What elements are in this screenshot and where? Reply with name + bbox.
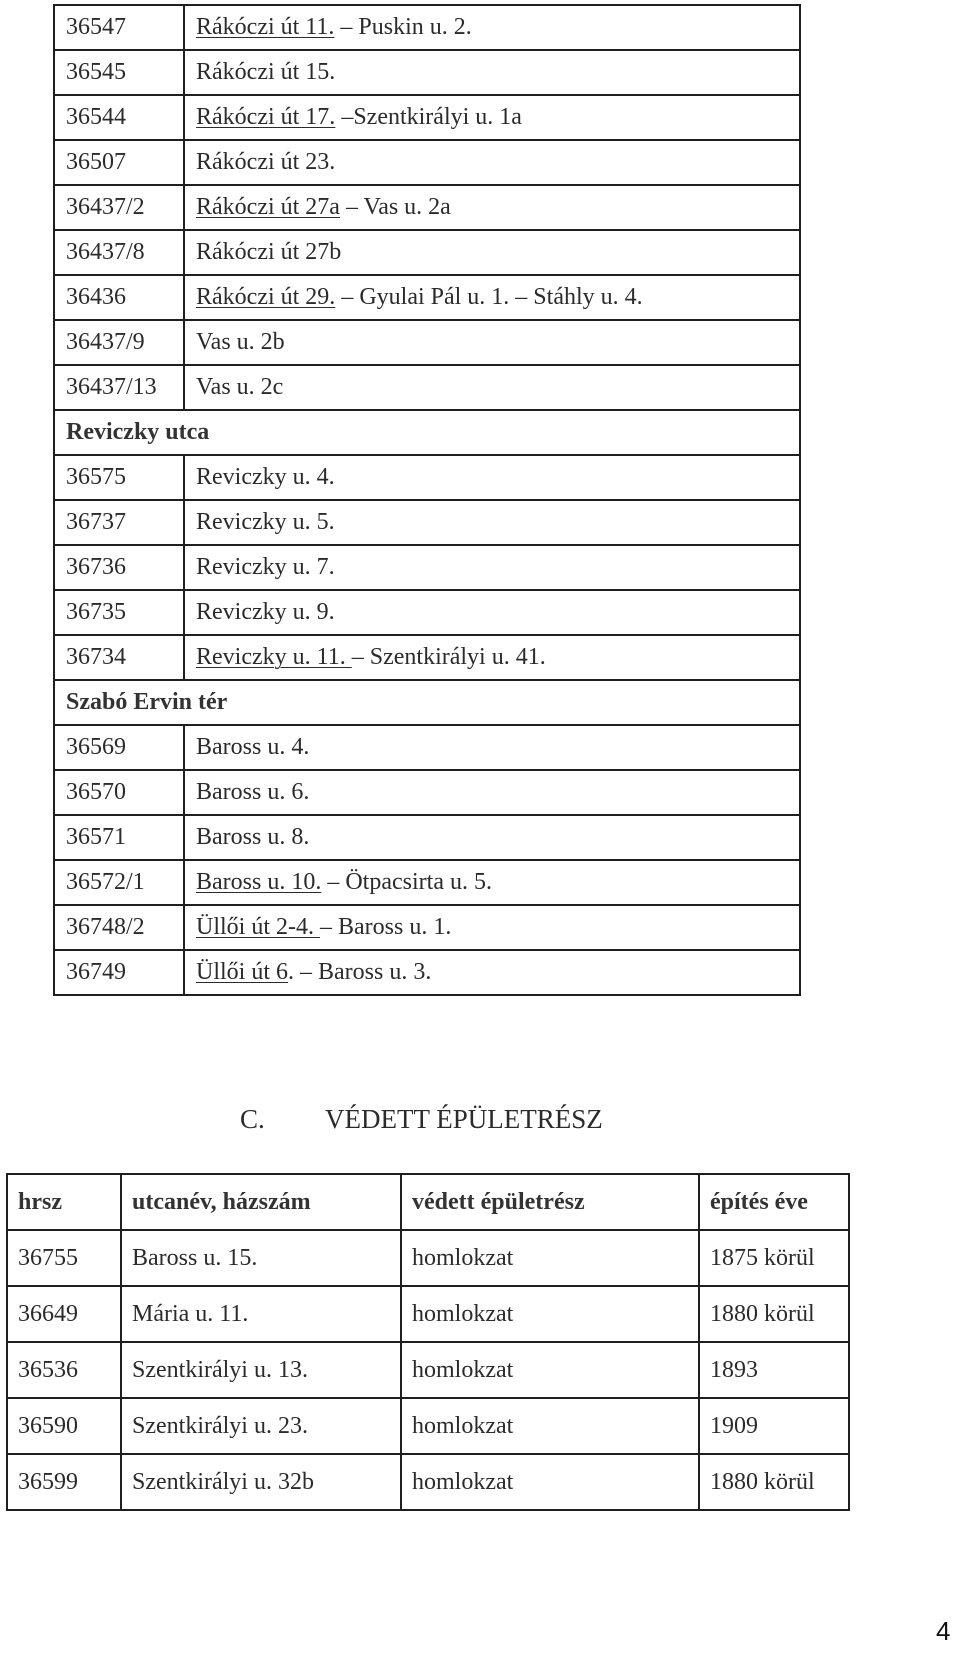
address-cell [184, 815, 800, 860]
protected-part-cell: homlokzat [401, 1454, 699, 1510]
table1-body [54, 5, 800, 995]
address-part: Vas u. 2b [196, 329, 285, 355]
address-part: Vas u. 2c [196, 374, 284, 400]
protected-building-parts-table [6, 1173, 850, 1511]
page-number: 4 [936, 1616, 951, 1646]
section-row [54, 410, 800, 455]
table-row [54, 545, 800, 590]
address-part: Üllői út 6 [196, 959, 289, 985]
protected-part-cell: homlokzat [401, 1398, 699, 1454]
header-street: utcanév, házszám [121, 1174, 401, 1230]
table-row [54, 725, 800, 770]
address-part: Rákóczi út 27a [196, 194, 340, 220]
street-cell: Baross u. 15. [121, 1230, 401, 1286]
address-part: . – Baross u. 3. [288, 959, 432, 985]
header-protected-part: védett épületrész [401, 1174, 699, 1230]
hrsz-cell: 36599 [7, 1454, 121, 1510]
hrsz-cell: 36749 [54, 950, 184, 995]
build-year-cell: 1875 körül [699, 1230, 849, 1286]
hrsz-cell: 36735 [54, 590, 184, 635]
table-row [7, 1230, 849, 1286]
address-part: Baross u. 6. [196, 779, 310, 805]
hrsz-cell: 36547 [54, 5, 184, 50]
table-row [7, 1286, 849, 1342]
address-cell [184, 185, 800, 230]
hrsz-cell: 36545 [54, 50, 184, 95]
address-part: – Puskin u. 2. [334, 14, 472, 40]
address-cell [184, 905, 800, 950]
street-cell: Szentkirályi u. 32b [121, 1454, 401, 1510]
table-row [7, 1342, 849, 1398]
street-cell: Szentkirályi u. 23. [121, 1398, 401, 1454]
address-cell [184, 455, 800, 500]
address-part: – Baross u. 1. [320, 914, 452, 940]
address-part: Üllői út 2-4. [196, 914, 320, 940]
address-cell [184, 320, 800, 365]
address-part: Reviczky u. 7. [196, 554, 335, 580]
address-cell [184, 275, 800, 320]
address-cell [184, 770, 800, 815]
hrsz-cell: 36737 [54, 500, 184, 545]
hrsz-cell: 36437/9 [54, 320, 184, 365]
build-year-cell: 1880 körül [699, 1454, 849, 1510]
build-year-cell: 1909 [699, 1398, 849, 1454]
address-part: – Ötpacsirta u. 5. [321, 869, 492, 895]
address-part: – Vas u. 2a [339, 194, 451, 220]
section-letter: C. [240, 1104, 265, 1134]
hrsz-cell: 36536 [7, 1342, 121, 1398]
hrsz-cell: 36544 [54, 95, 184, 140]
hrsz-cell: 36748/2 [54, 905, 184, 950]
table-row [54, 950, 800, 995]
address-cell [184, 950, 800, 995]
address-cell [184, 590, 800, 635]
table-row [54, 275, 800, 320]
hrsz-cell: 36437/8 [54, 230, 184, 275]
address-part: Rákóczi út 29. [196, 284, 336, 310]
protected-part-cell: homlokzat [401, 1342, 699, 1398]
address-part: Baross u. 4. [196, 734, 310, 760]
table-row [54, 95, 800, 140]
hrsz-cell: 36572/1 [54, 860, 184, 905]
address-part: Baross u. 8. [196, 824, 310, 850]
header-build-year: építés éve [699, 1174, 849, 1230]
section-label: Reviczky utca [54, 410, 800, 455]
address-cell [184, 50, 800, 95]
table-row [54, 770, 800, 815]
table2-body [7, 1230, 849, 1510]
hrsz-cell: 36436 [54, 275, 184, 320]
hrsz-cell: 36437/13 [54, 365, 184, 410]
address-part: Rákóczi út 27b [196, 239, 342, 265]
address-cell [184, 500, 800, 545]
protected-part-cell: homlokzat [401, 1286, 699, 1342]
address-part: Rákóczi út 23. [196, 149, 336, 175]
section-heading-c [240, 1104, 603, 1135]
address-part: – Szentkirályi u. 41. [351, 644, 546, 670]
hrsz-cell: 36569 [54, 725, 184, 770]
address-part: Rákóczi út 17. [196, 104, 336, 130]
address-part: Reviczky u. 11. [196, 644, 352, 670]
address-part: – Gyulai Pál u. 1. – Stáhly u. 4. [335, 284, 643, 310]
address-part: Rákóczi út 11. [196, 14, 335, 40]
address-part: Reviczky u. 5. [196, 509, 335, 535]
address-part: Baross u. 10. [196, 869, 322, 895]
address-cell [184, 725, 800, 770]
hrsz-cell: 36590 [7, 1398, 121, 1454]
section-row [54, 680, 800, 725]
protected-part-cell: homlokzat [401, 1230, 699, 1286]
table-row [54, 860, 800, 905]
hrsz-cell: 36734 [54, 635, 184, 680]
address-cell [184, 95, 800, 140]
address-cell [184, 545, 800, 590]
address-part: –Szentkirályi u. 1a [335, 104, 522, 130]
hrsz-cell: 36649 [7, 1286, 121, 1342]
address-part: Reviczky u. 4. [196, 464, 335, 490]
table2-header-row [7, 1174, 849, 1230]
table-row [54, 185, 800, 230]
address-part: Rákóczi út 15. [196, 59, 336, 85]
table-row [54, 320, 800, 365]
street-cell: Szentkirályi u. 13. [121, 1342, 401, 1398]
hrsz-cell: 36570 [54, 770, 184, 815]
build-year-cell: 1880 körül [699, 1286, 849, 1342]
section-label: Szabó Ervin tér [54, 680, 800, 725]
table-row [54, 590, 800, 635]
hrsz-cell: 36507 [54, 140, 184, 185]
table-row [7, 1454, 849, 1510]
street-cell: Mária u. 11. [121, 1286, 401, 1342]
table-row [54, 50, 800, 95]
address-cell [184, 5, 800, 50]
table-row [54, 230, 800, 275]
table-row [54, 140, 800, 185]
table-row [54, 365, 800, 410]
table-row [7, 1398, 849, 1454]
table-row [54, 500, 800, 545]
address-cell [184, 635, 800, 680]
header-hrsz: hrsz [7, 1174, 121, 1230]
hrsz-cell: 36736 [54, 545, 184, 590]
address-part: Reviczky u. 9. [196, 599, 335, 625]
protected-buildings-table [53, 4, 801, 996]
hrsz-cell: 36571 [54, 815, 184, 860]
build-year-cell: 1893 [699, 1342, 849, 1398]
address-cell [184, 860, 800, 905]
hrsz-cell: 36437/2 [54, 185, 184, 230]
table-row [54, 815, 800, 860]
address-cell [184, 140, 800, 185]
hrsz-cell: 36575 [54, 455, 184, 500]
table-row [54, 5, 800, 50]
section-title: VÉDETT ÉPÜLETRÉSZ [325, 1104, 603, 1134]
hrsz-cell: 36755 [7, 1230, 121, 1286]
table-row [54, 905, 800, 950]
table-row [54, 635, 800, 680]
address-cell [184, 230, 800, 275]
address-cell [184, 365, 800, 410]
table-row [54, 455, 800, 500]
